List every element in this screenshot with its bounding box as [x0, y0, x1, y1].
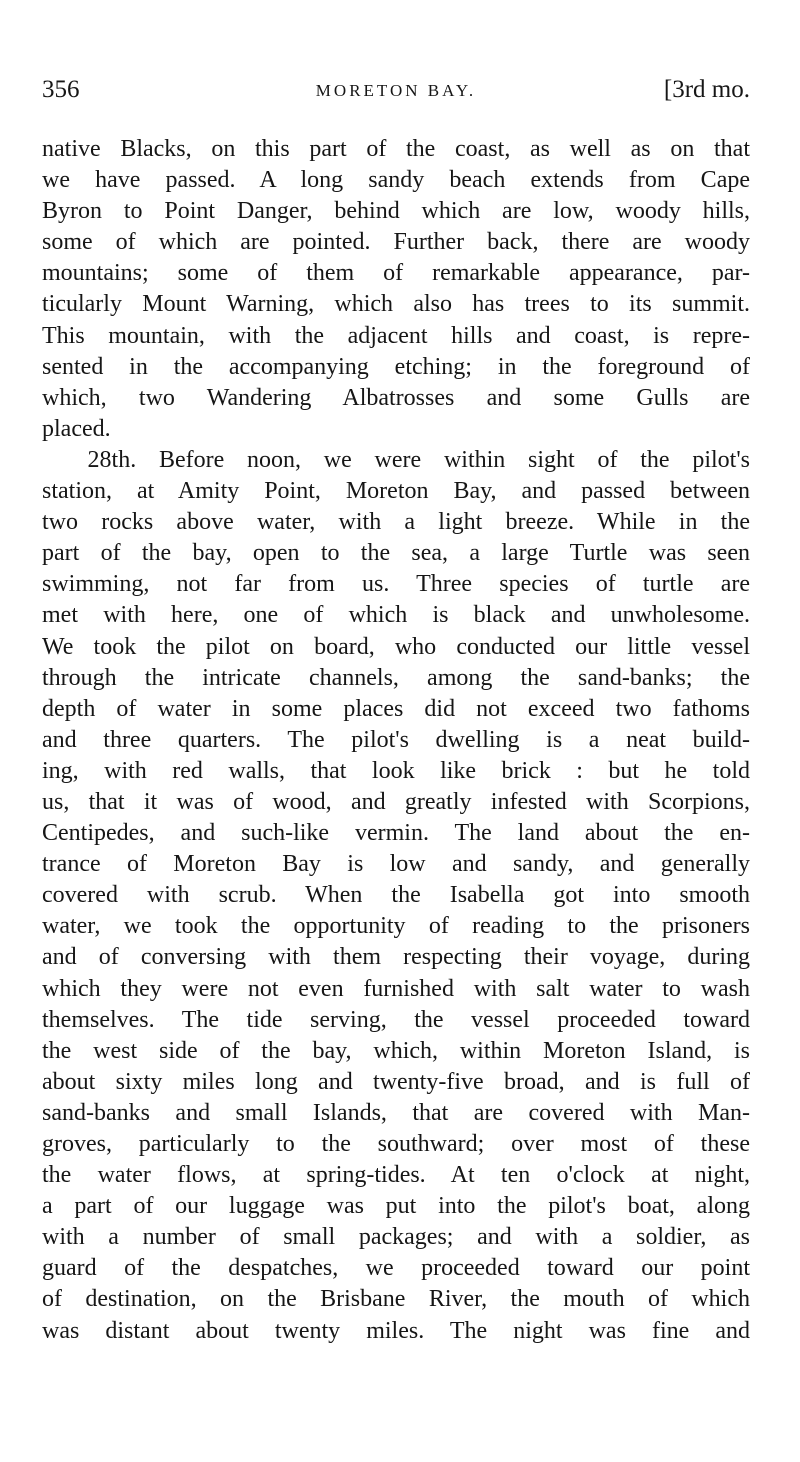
text-line: with a number of small packages; and with a soldier, as — [42, 1224, 750, 1251]
text-line: and three quarters. The pilot's dwelling is a neat build- — [42, 726, 750, 753]
text-line: about sixty miles long and twenty-five broad, and is full of — [42, 1068, 750, 1095]
text-line: We took the pilot on board, who conducted our little vessel — [42, 633, 750, 660]
text-line: ing, with red walls, that look like brick : but he told — [42, 757, 750, 784]
text-line: 28th. Before noon, we were within sight of the pilot's — [42, 446, 750, 473]
text-line: some of which are pointed. Further back, there are woody — [42, 229, 750, 256]
text-line: placed. — [42, 415, 111, 442]
body-text — [42, 134, 750, 1347]
text-line: Byron to Point Danger, behind which are low, woody hills, — [42, 198, 750, 225]
text-line: was distant about twenty miles. The night was fine and — [42, 1317, 750, 1344]
text-line: met with here, one of which is black and unwholesome. — [42, 602, 750, 629]
text-line: trance of Moreton Bay is low and sandy, and generally — [42, 851, 750, 878]
text-line: us, that it was of wood, and greatly infested with Scorpions, — [42, 788, 750, 815]
text-line: native Blacks, on this part of the coast, as well as on that — [42, 136, 750, 162]
text-line: water, we took the opportunity of reading to the prisoners — [42, 913, 750, 940]
text-line: which they were not even furnished with salt water to wash — [42, 975, 750, 1002]
text-line: of destination, on the Brisbane River, the mouth of which — [42, 1286, 750, 1313]
text-line: ticularly Mount Warning, which also has trees to its summit. — [42, 291, 750, 318]
page-header — [42, 76, 750, 110]
text-line: the west side of the bay, which, within Moreton Island, is — [42, 1037, 750, 1064]
text-line: we have passed. A long sandy beach extends from Cape — [42, 167, 750, 194]
text-line: and of conversing with them respecting their voyage, during — [42, 944, 750, 971]
text-line: sented in the accompanying etching; in the foreground of — [42, 353, 750, 380]
text-line: swimming, not far from us. Three species of turtle are — [42, 571, 750, 598]
text-line: themselves. The tide serving, the vessel proceeded toward — [42, 1006, 750, 1033]
text-line: station, at Amity Point, Moreton Bay, and passed between — [42, 478, 750, 505]
text-line: mountains; some of them of remarkable appearance, par- — [42, 260, 750, 287]
text-line: Centipedes, and such-like vermin. The land about the en- — [42, 820, 750, 847]
section-marker: [3rd mo. — [663, 76, 750, 103]
text-line: This mountain, with the adjacent hills and coast, is repre- — [42, 322, 750, 349]
text-line: guard of the despatches, we proceeded toward our point — [42, 1255, 750, 1282]
text-line: through the intricate channels, among the sand-banks; the — [42, 664, 750, 691]
text-line: part of the bay, open to the sea, a large Turtle was seen — [42, 540, 750, 567]
text-line: the water flows, at spring-tides. At ten o'clock at night, — [42, 1162, 750, 1189]
text-line: groves, particularly to the southward; over most of these — [42, 1131, 750, 1157]
running-title: MORETON BAY. — [315, 81, 477, 100]
text-line: which, two Wandering Albatrosses and some Gulls are — [42, 384, 750, 411]
text-line: depth of water in some places did not exceed two fathoms — [42, 695, 750, 722]
text-line: two rocks above water, with a light breeze. While in the — [42, 509, 750, 536]
text-line: a part of our luggage was put into the pilot's boat, along — [42, 1193, 750, 1220]
text-line: covered with scrub. When the Isabella got into smooth — [42, 882, 750, 909]
text-line: sand-banks and small Islands, that are covered with Man- — [42, 1099, 750, 1126]
page-number: 356 — [42, 76, 80, 103]
